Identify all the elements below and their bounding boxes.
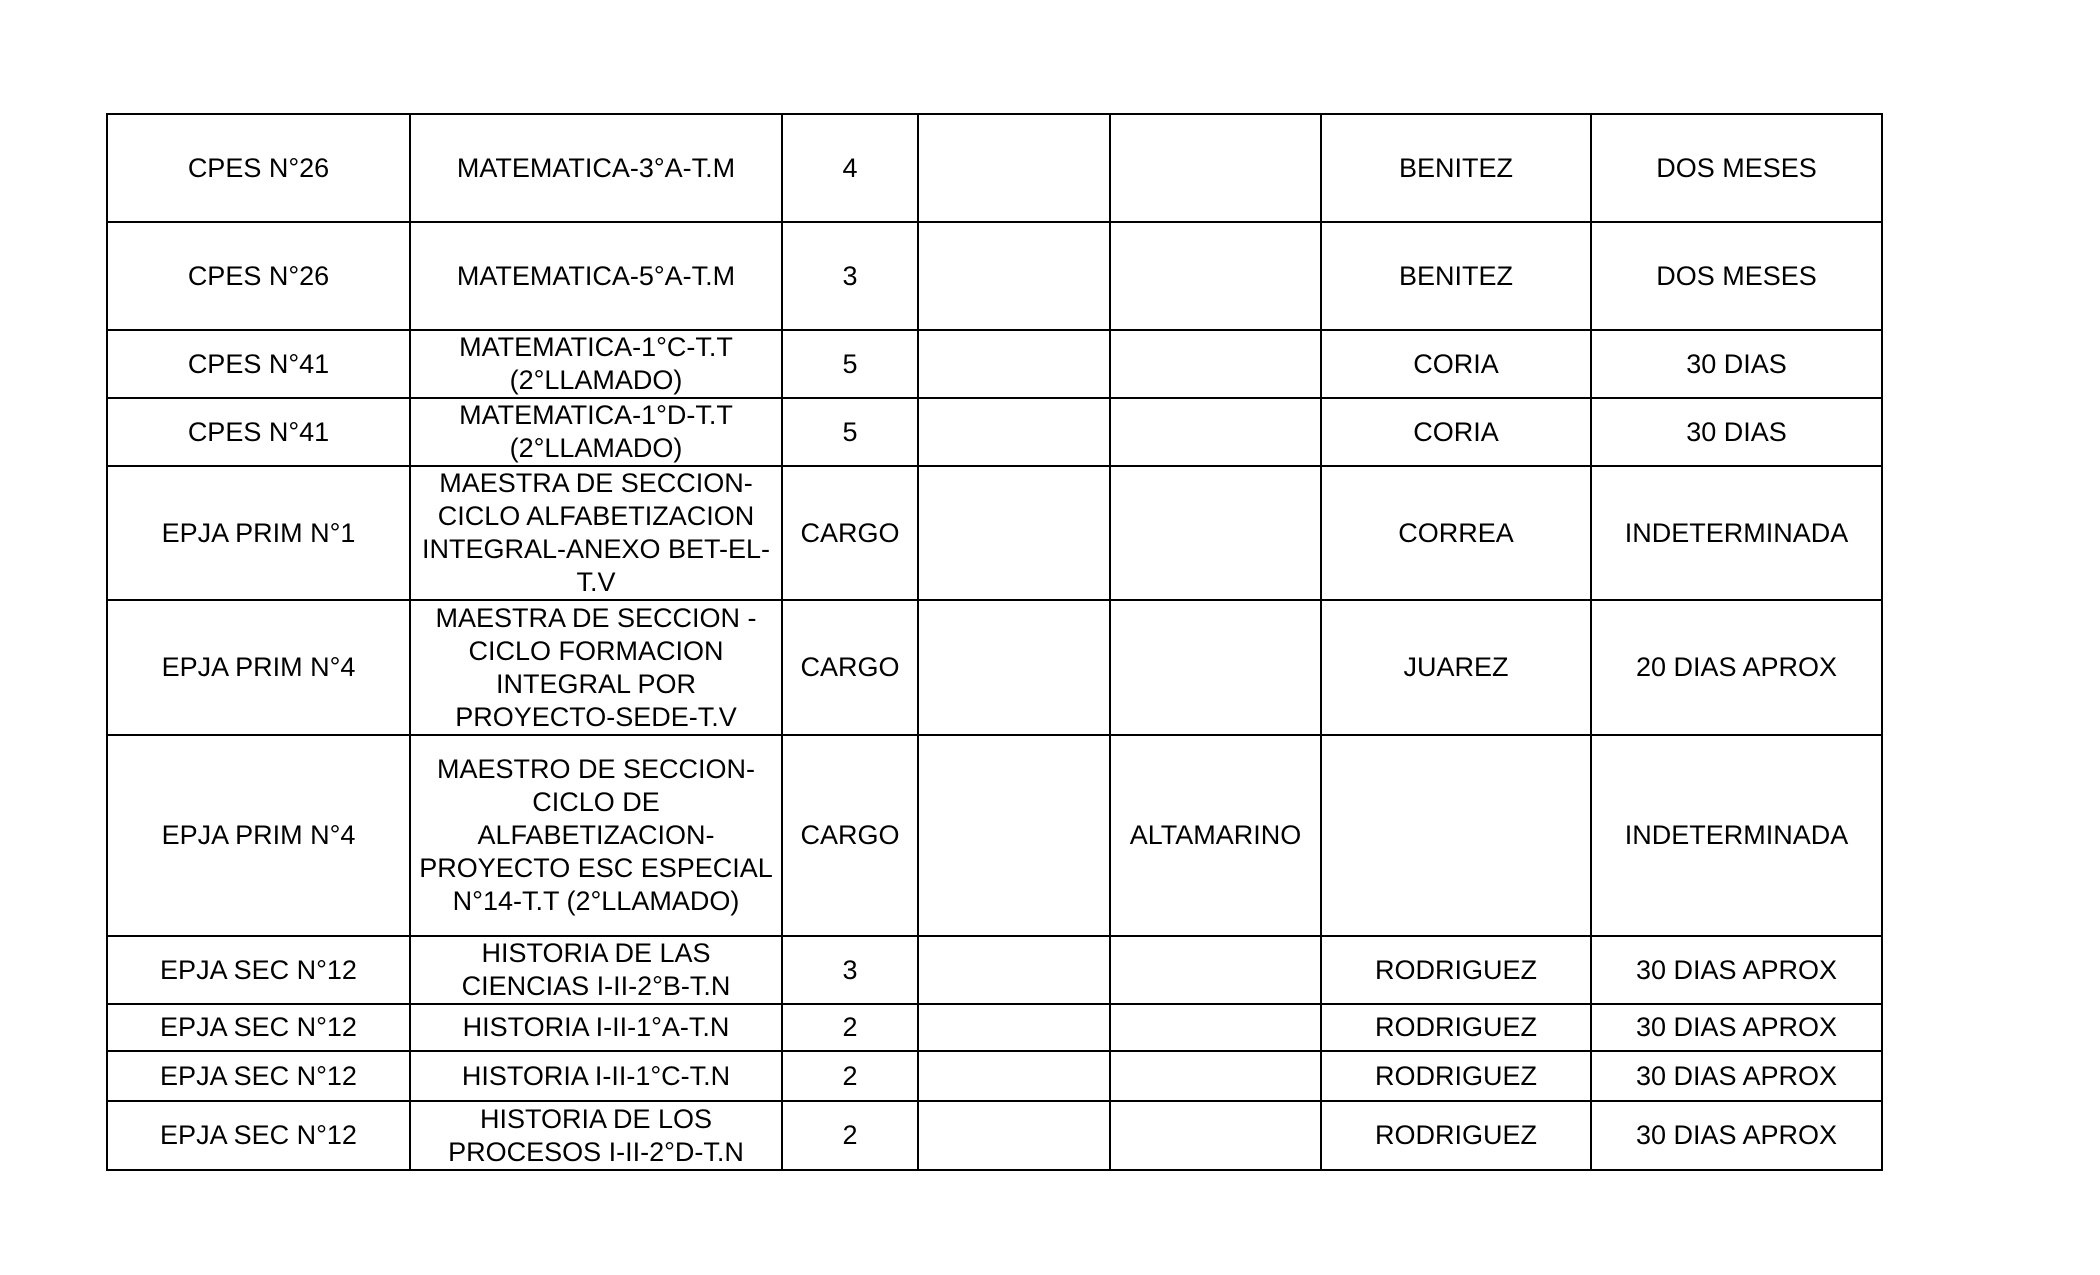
table-row: [107, 222, 1882, 330]
empty-cell: [918, 1004, 1110, 1051]
name-cell: BENITEZ: [1321, 222, 1591, 330]
name-cell: RODRIGUEZ: [1321, 1101, 1591, 1170]
duration-cell: DOS MESES: [1591, 222, 1882, 330]
hours-cell: 2: [782, 1051, 918, 1101]
school-cell: CPES N°41: [107, 330, 410, 398]
school-cell: CPES N°26: [107, 114, 410, 222]
name-cell: [1110, 1101, 1321, 1170]
table-row: [107, 600, 1882, 735]
duration-cell: 30 DIAS APROX: [1591, 936, 1882, 1004]
empty-cell: [918, 466, 1110, 600]
empty-cell: [918, 1101, 1110, 1170]
duration-cell: 30 DIAS: [1591, 330, 1882, 398]
name-cell: JUAREZ: [1321, 600, 1591, 735]
empty-cell: [918, 936, 1110, 1004]
subject-cell: MAESTRA DE SECCION- CICLO ALFABETIZACION INTEGRAL-ANEXO BET-EL- T.V: [410, 466, 782, 600]
hours-cell: 2: [782, 1101, 918, 1170]
name-cell: CORIA: [1321, 330, 1591, 398]
name-cell: RODRIGUEZ: [1321, 936, 1591, 1004]
empty-cell: [918, 330, 1110, 398]
table-row: [107, 735, 1882, 936]
empty-cell: [918, 222, 1110, 330]
duration-cell: INDETERMINADA: [1591, 735, 1882, 936]
table-row: [107, 330, 1882, 398]
name-cell: [1110, 222, 1321, 330]
duration-cell: 30 DIAS APROX: [1591, 1004, 1882, 1051]
subject-cell: MATEMATICA-1°D-T.T (2°LLAMADO): [410, 398, 782, 466]
school-cell: EPJA SEC N°12: [107, 1051, 410, 1101]
school-cell: EPJA PRIM N°1: [107, 466, 410, 600]
hours-cell: CARGO: [782, 735, 918, 936]
subject-cell: HISTORIA DE LAS CIENCIAS I-II-2°B-T.N: [410, 936, 782, 1004]
hours-cell: CARGO: [782, 600, 918, 735]
name-cell: RODRIGUEZ: [1321, 1051, 1591, 1101]
name-cell: BENITEZ: [1321, 114, 1591, 222]
empty-cell: [918, 1051, 1110, 1101]
hours-cell: 5: [782, 330, 918, 398]
duration-cell: DOS MESES: [1591, 114, 1882, 222]
name-cell: [1110, 1004, 1321, 1051]
name-cell: [1110, 600, 1321, 735]
hours-cell: 3: [782, 936, 918, 1004]
table-row: [107, 114, 1882, 222]
subject-cell: MAESTRA DE SECCION - CICLO FORMACION INTEGRAL POR PROYECTO-SEDE-T.V: [410, 600, 782, 735]
name-cell: [1110, 398, 1321, 466]
name-cell: [1110, 1051, 1321, 1101]
school-cell: EPJA PRIM N°4: [107, 735, 410, 936]
name-cell: ALTAMARINO: [1110, 735, 1321, 936]
hours-cell: 3: [782, 222, 918, 330]
duration-cell: 30 DIAS APROX: [1591, 1051, 1882, 1101]
empty-cell: [918, 735, 1110, 936]
school-cell: EPJA SEC N°12: [107, 936, 410, 1004]
name-cell: [1321, 735, 1591, 936]
table-row: [107, 1101, 1882, 1170]
name-cell: CORIA: [1321, 398, 1591, 466]
hours-cell: 5: [782, 398, 918, 466]
name-cell: [1110, 466, 1321, 600]
empty-cell: [918, 398, 1110, 466]
duration-cell: INDETERMINADA: [1591, 466, 1882, 600]
name-cell: CORREA: [1321, 466, 1591, 600]
table-row: [107, 466, 1882, 600]
empty-cell: [918, 600, 1110, 735]
hours-cell: 4: [782, 114, 918, 222]
table-row: [107, 936, 1882, 1004]
table-row: [107, 1004, 1882, 1051]
vacancy-table: [106, 113, 1883, 1171]
table-row: [107, 398, 1882, 466]
hours-cell: 2: [782, 1004, 918, 1051]
subject-cell: HISTORIA I-II-1°C-T.N: [410, 1051, 782, 1101]
duration-cell: 30 DIAS APROX: [1591, 1101, 1882, 1170]
name-cell: RODRIGUEZ: [1321, 1004, 1591, 1051]
subject-cell: HISTORIA DE LOS PROCESOS I-II-2°D-T.N: [410, 1101, 782, 1170]
subject-cell: MATEMATICA-1°C-T.T (2°LLAMADO): [410, 330, 782, 398]
name-cell: [1110, 114, 1321, 222]
name-cell: [1110, 936, 1321, 1004]
school-cell: EPJA PRIM N°4: [107, 600, 410, 735]
school-cell: EPJA SEC N°12: [107, 1004, 410, 1051]
school-cell: CPES N°26: [107, 222, 410, 330]
subject-cell: MAESTRO DE SECCION- CICLO DE ALFABETIZACION- PROYECTO ESC ESPECIAL N°14-T.T (2°LLAMADO): [410, 735, 782, 936]
empty-cell: [918, 114, 1110, 222]
school-cell: CPES N°41: [107, 398, 410, 466]
table-row: [107, 1051, 1882, 1101]
school-cell: EPJA SEC N°12: [107, 1101, 410, 1170]
name-cell: [1110, 330, 1321, 398]
duration-cell: 20 DIAS APROX: [1591, 600, 1882, 735]
subject-cell: HISTORIA I-II-1°A-T.N: [410, 1004, 782, 1051]
duration-cell: 30 DIAS: [1591, 398, 1882, 466]
hours-cell: CARGO: [782, 466, 918, 600]
subject-cell: MATEMATICA-3°A-T.M: [410, 114, 782, 222]
subject-cell: MATEMATICA-5°A-T.M: [410, 222, 782, 330]
